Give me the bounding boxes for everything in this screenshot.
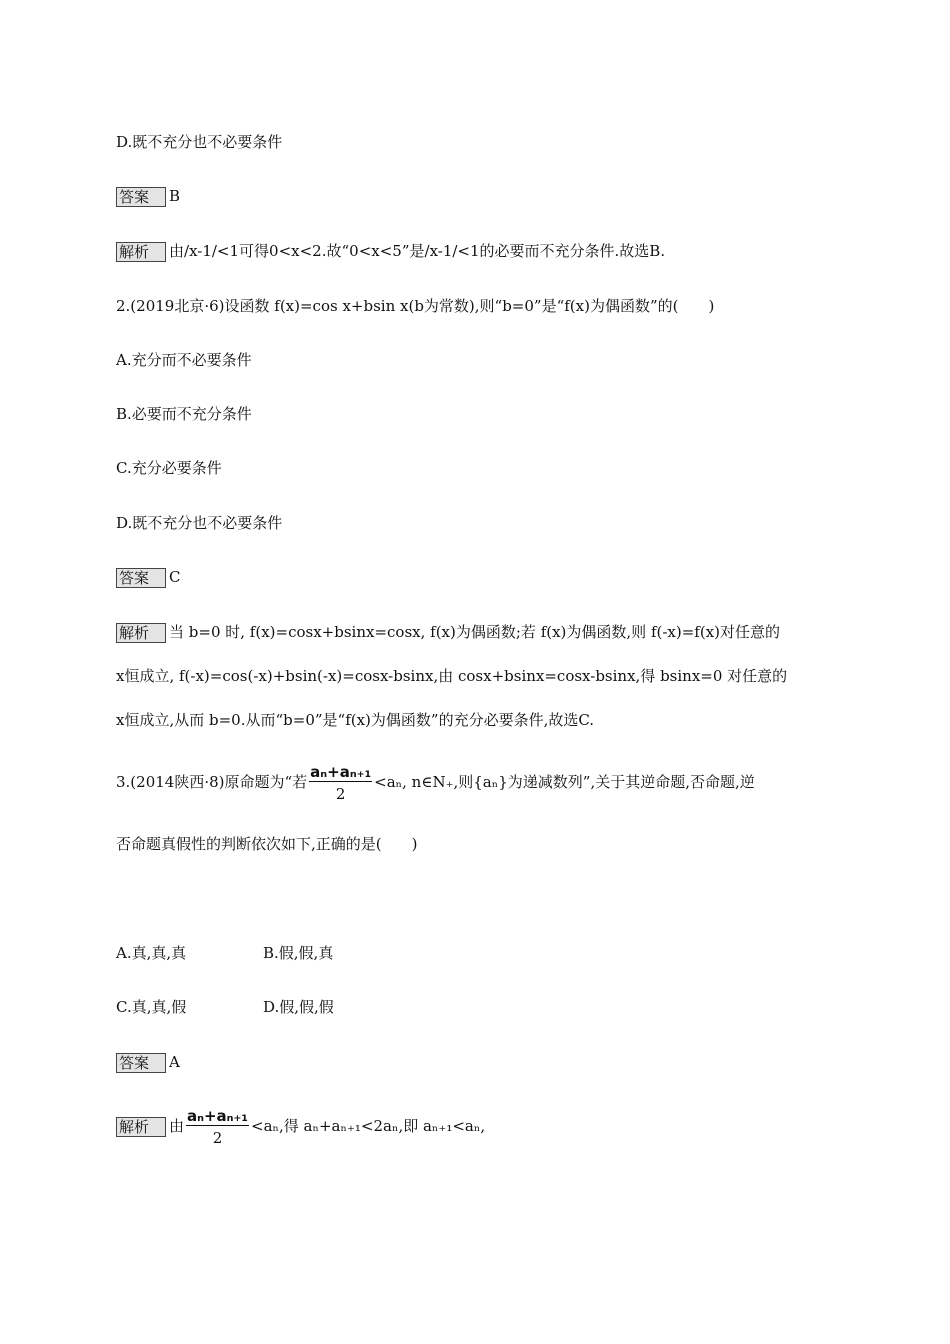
fraction bbox=[186, 1107, 249, 1148]
analysis-text-line-2: x恒成立, f(-x)=cos(-x)+bsin(-x)=cosx-bsinx,由 cosx+bsinx=cosx-bsinx,得 bsinx=0 对任意的 bbox=[116, 667, 788, 685]
stem-suffix: <aₙ, n∈N₊,则{aₙ}为递减数列”,关于其逆命题,否命题,逆 bbox=[374, 773, 755, 791]
answer-value: C bbox=[169, 568, 181, 586]
analysis-text: 当 b=0 时, f(x)=cosx+bsinx=cosx, f(x)为偶函数;若 f(x)为偶函数,则 f(-x)=f(x)对任意的 bbox=[169, 623, 781, 641]
fraction-numerator: aₙ+aₙ₊₁ bbox=[187, 1106, 248, 1125]
fraction-numerator: aₙ+aₙ₊₁ bbox=[310, 762, 372, 781]
question-3-answer-row bbox=[116, 1052, 180, 1073]
answer-value: A bbox=[169, 1053, 180, 1071]
analysis-tag: 解析 bbox=[116, 1117, 166, 1137]
analysis-tag: 解析 bbox=[116, 623, 166, 643]
analysis-tag: 解析 bbox=[116, 242, 166, 262]
question-2-option-d: D.既不充分也不必要条件 bbox=[116, 514, 283, 532]
analysis-text-line-3: x恒成立,从而 b=0.从而“b=0”是“f(x)为偶函数”的充分必要条件,故选C. bbox=[116, 711, 595, 729]
question-3-stem bbox=[116, 762, 755, 804]
option-d: D.既不充分也不必要条件 bbox=[116, 133, 283, 151]
question-3-option-d: D.假,假,假 bbox=[263, 998, 334, 1016]
question-2-option-a: A.充分而不必要条件 bbox=[116, 351, 252, 369]
fraction-denominator: 2 bbox=[335, 784, 346, 803]
question-2-option-c: C.充分必要条件 bbox=[116, 459, 222, 477]
analysis-text: 由/x-1/<1可得0<x<2.故“0<x<5”是/x-1/<1的必要而不充分条件.故选B. bbox=[169, 242, 666, 260]
question-3-analysis-row bbox=[116, 1106, 485, 1148]
stem-prefix: 3.(2014陕西·8)原命题为“若 bbox=[116, 773, 308, 791]
question-2-stem: 2.(2019北京·6)设函数 f(x)=cos x+bsin x(b为常数),则“b=0”是“f(x)为偶函数”的( ) bbox=[116, 297, 715, 315]
answer-tag: 答案 bbox=[116, 1053, 166, 1073]
analysis-prefix: 由 bbox=[169, 1117, 185, 1135]
question-3-option-a: A.真,真,真 bbox=[116, 944, 187, 962]
answer-row bbox=[116, 186, 180, 207]
answer-tag: 答案 bbox=[116, 187, 166, 207]
analysis-row bbox=[116, 241, 665, 262]
question-2-option-b: B.必要而不充分条件 bbox=[116, 405, 252, 423]
question-3-option-b: B.假,假,真 bbox=[263, 944, 334, 962]
question-3-option-c: C.真,真,假 bbox=[116, 998, 187, 1016]
answer-tag: 答案 bbox=[116, 568, 166, 588]
question-2-analysis-row bbox=[116, 622, 780, 643]
question-3-stem-line-2: 否命题真假性的判断依次如下,正确的是( ) bbox=[116, 835, 418, 853]
answer-value: B bbox=[169, 187, 181, 205]
fraction-denominator: 2 bbox=[212, 1128, 223, 1147]
fraction bbox=[309, 763, 372, 804]
analysis-suffix: <aₙ,得 aₙ+aₙ₊₁<2aₙ,即 aₙ₊₁<aₙ, bbox=[251, 1117, 486, 1135]
question-2-answer-row bbox=[116, 567, 181, 588]
